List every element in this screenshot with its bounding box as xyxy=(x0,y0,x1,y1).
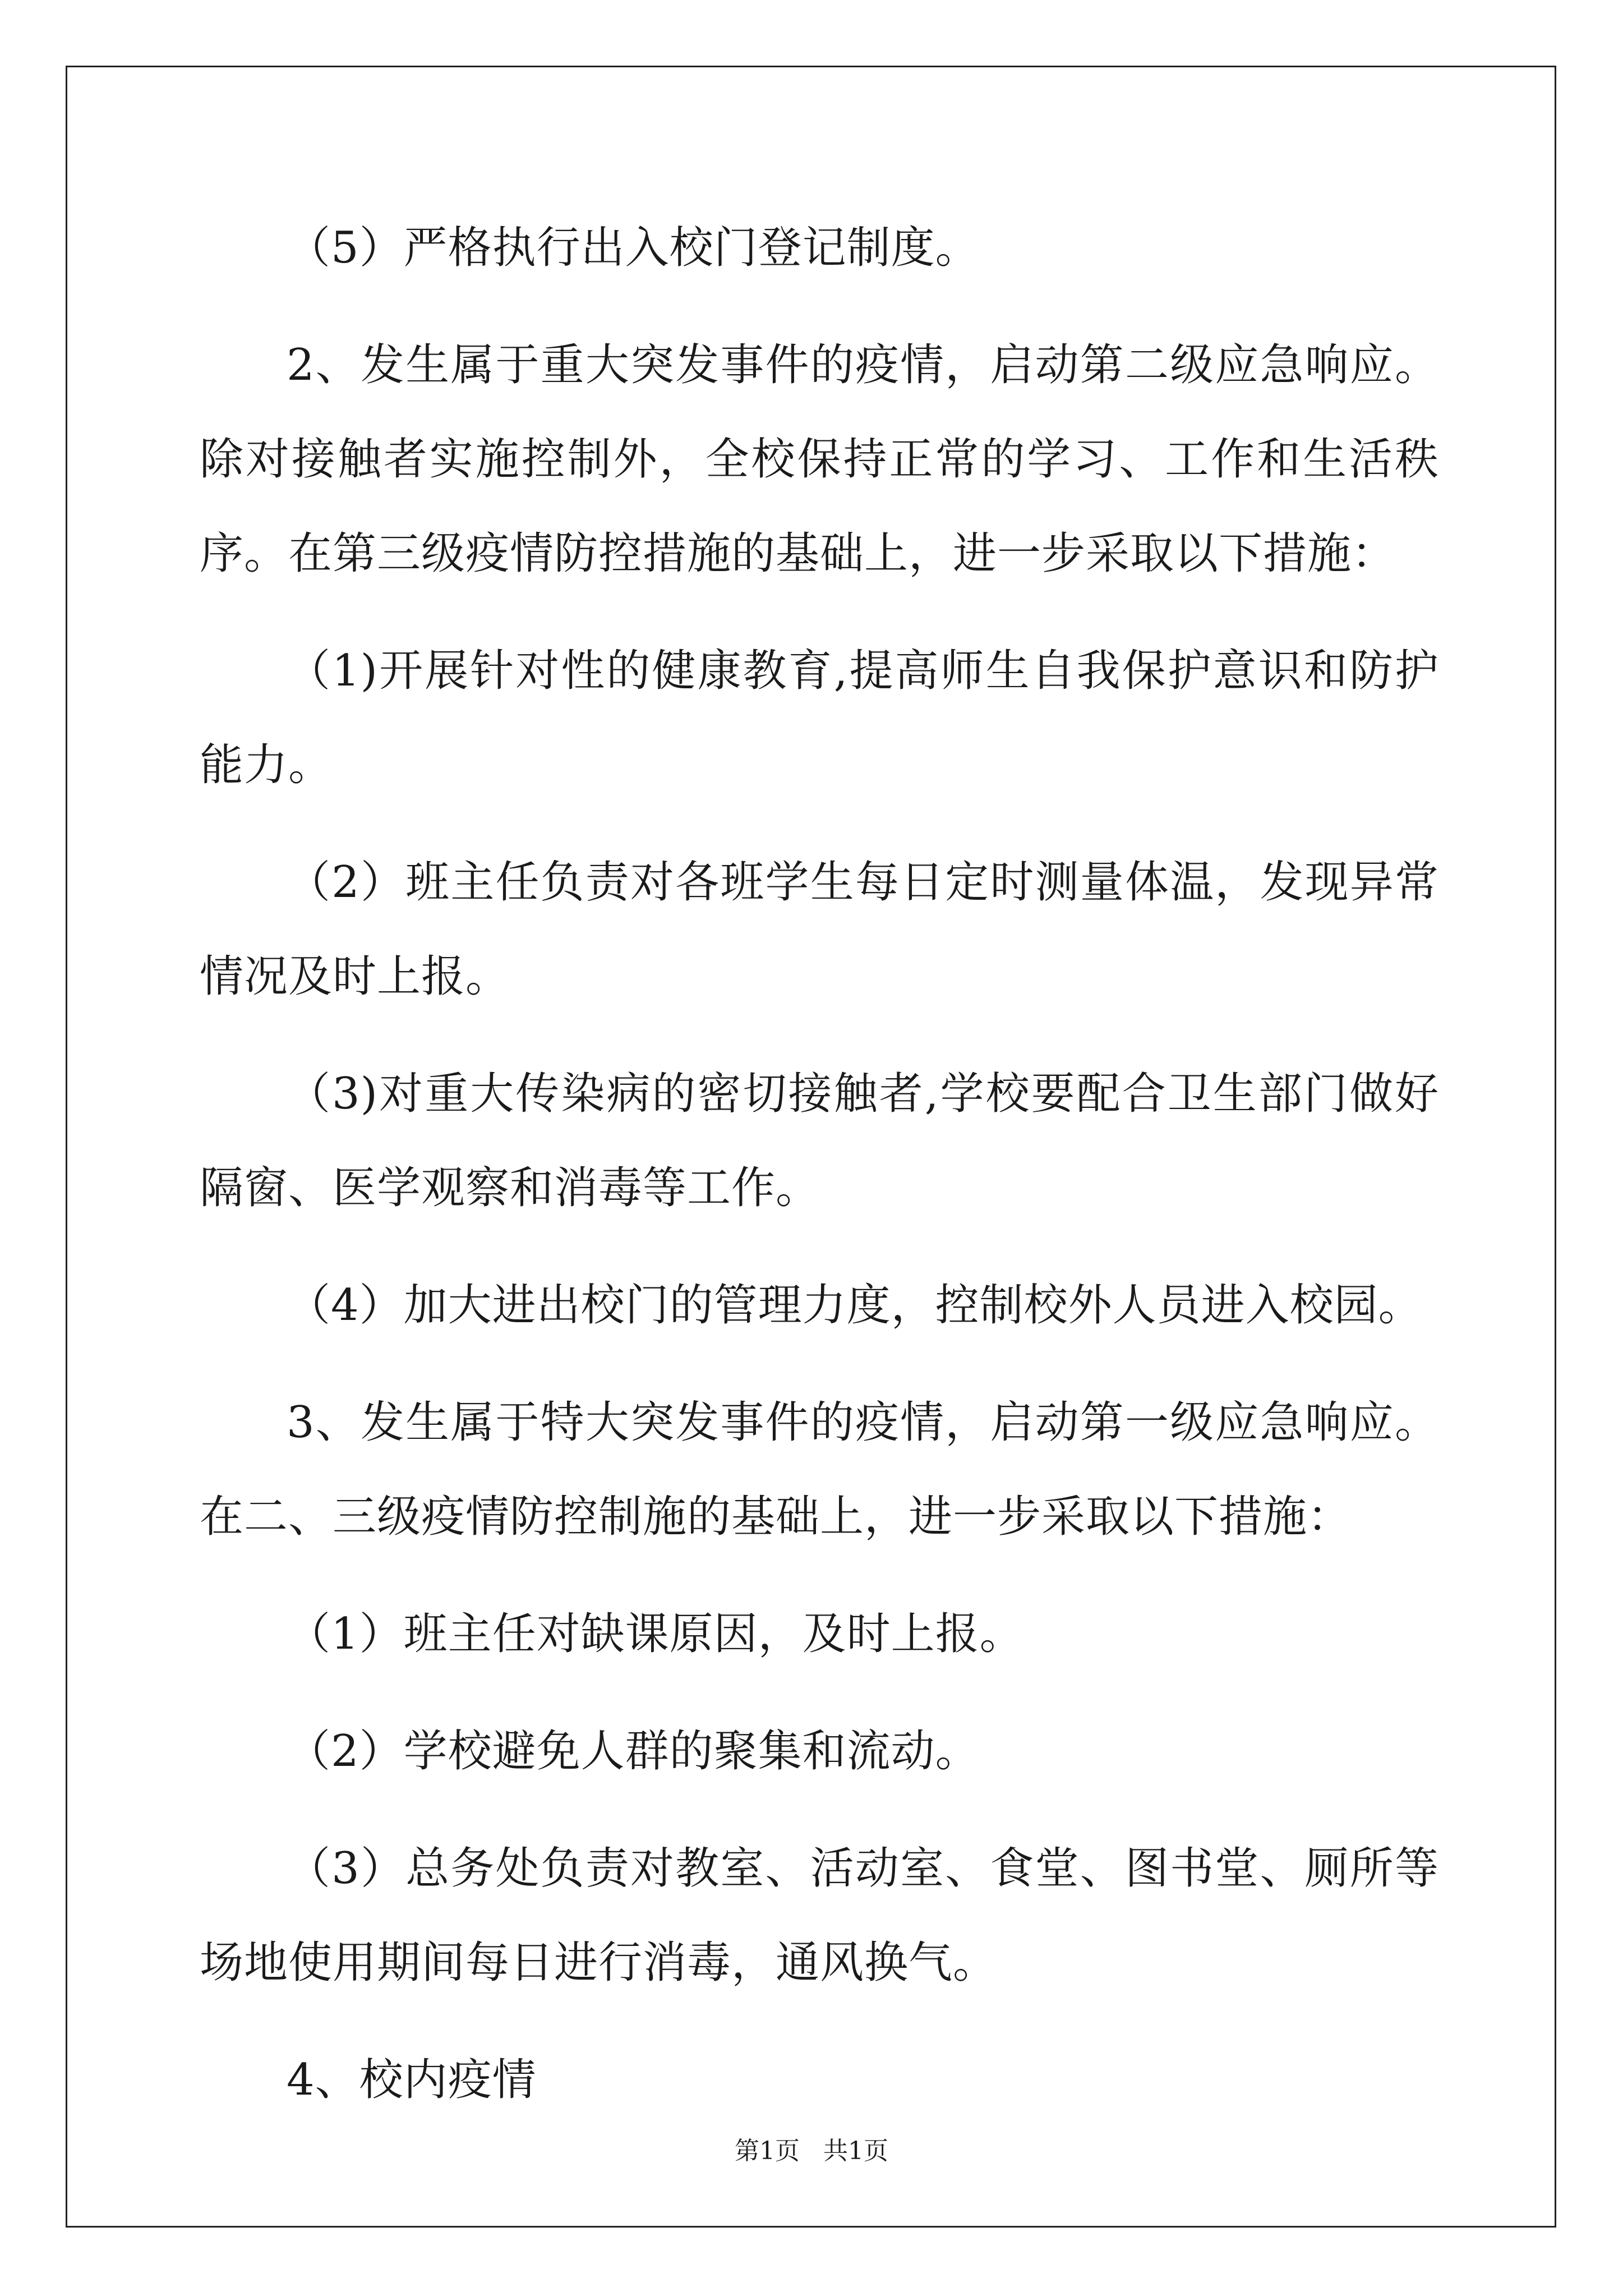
paragraph-6: （4）加大进出校门的管理力度，控制校外人员进入校园。 xyxy=(287,1280,1423,1331)
paragraph-2: 2、发生属于重大突发事件的疫情，启动第二级应急响应。除对接触者实施控制外，全校保持正常的学习、工作和生活秩序。在第三级疫情防控措施的基础上，进一步采取以下措施： xyxy=(200,340,1439,579)
paragraph-8: （1）班主任对缺课原因，及时上报。 xyxy=(287,1609,1024,1659)
paragraph-1: （5）严格执行出入校门登记制度。 xyxy=(287,223,980,273)
page-number-footer: 第1页 共1页 xyxy=(735,2137,888,2165)
paragraph-5: （3)对重大传染病的密切接触者,学校要配合卫生部门做好隔窗、医学观察和消毒等工作。 xyxy=(200,1069,1439,1213)
paragraph-9: （2）学校避免人群的聚集和流动。 xyxy=(287,1726,980,1777)
paragraph-10: （3）总务处负责对教室、活动室、食堂、图书堂、厕所等场地使用期间每日进行消毒，通风换气。 xyxy=(200,1843,1439,1988)
paragraph-7: 3、发生属于特大突发事件的疫情，启动第一级应急响应。在二、三级疫情防控制施的基础上，进一步采取以下措施： xyxy=(200,1397,1439,1542)
paragraph-4: （2）班主任负责对各班学生每日定时测量体温，发现异常情况及时上报。 xyxy=(200,857,1439,1002)
paragraph-3: （1)开展针对性的健康教育,提高师生自我保护意识和防护能力。 xyxy=(200,646,1439,790)
paragraph-11: 4、校内疫情 xyxy=(287,2055,537,2105)
document-body xyxy=(200,201,1439,2150)
